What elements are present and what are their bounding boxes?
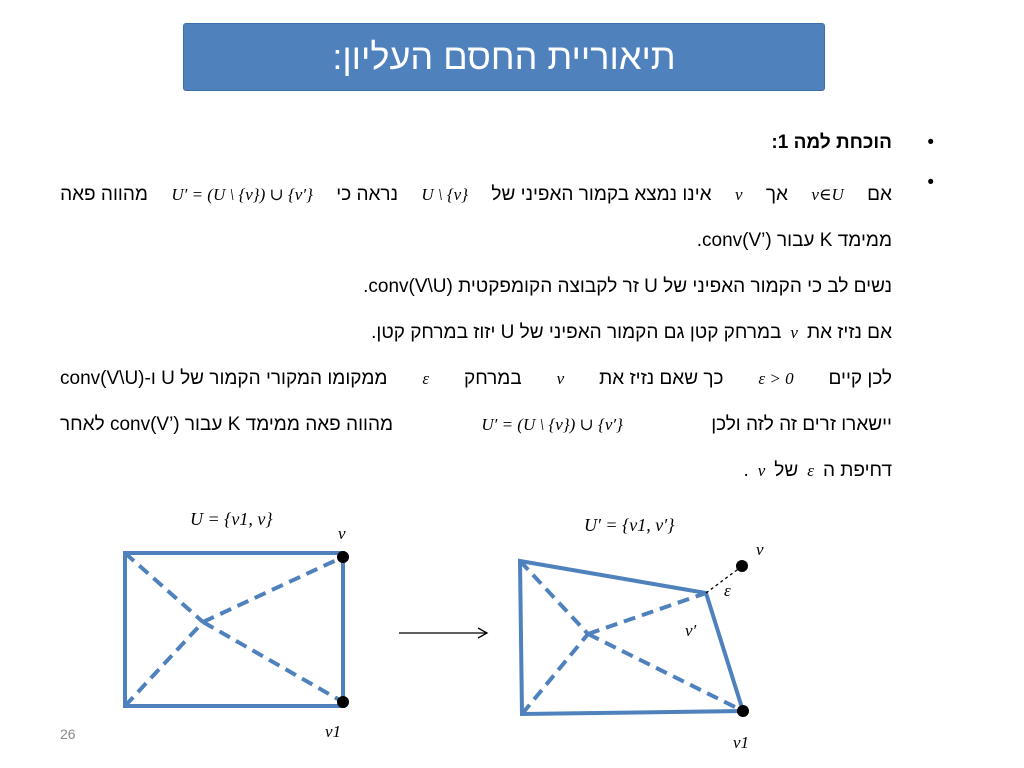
left-set-label: U = {v1, v} xyxy=(190,509,273,529)
left-label-v1: v1 xyxy=(325,722,342,741)
right-label-vprime: v′ xyxy=(685,621,697,640)
math-v: v xyxy=(734,185,743,204)
left-diagonal-dashed xyxy=(203,557,343,622)
page-number: 26 xyxy=(60,726,76,742)
right-polytope xyxy=(520,561,743,714)
math-v: v xyxy=(757,461,766,480)
right-label-v1: v1 xyxy=(733,733,750,752)
left-diagonal-dashed xyxy=(203,622,343,702)
math-v: v xyxy=(556,369,565,388)
left-label-v: v xyxy=(338,524,346,543)
body-line-1: אם v∈U אך v אינו נמצא בקמור האפיני של U \ {v} נראה כי U′ = (U \ {v}) ∪ {v′} מהווה פאה xyxy=(60,184,892,205)
body-line-3: נשים לב כי הקמור האפיני של U זר לקבוצה הקומפקטית conv(V\U). xyxy=(363,276,892,297)
left-vertex-v1 xyxy=(337,696,349,708)
body-line-2: ממימד K עבור conv(V’). xyxy=(696,230,892,251)
math-v-in-U: v∈U xyxy=(811,185,844,204)
math-eps: ε xyxy=(422,369,430,388)
left-diagonal-dashed xyxy=(125,622,203,706)
bullet-icon: • xyxy=(927,172,934,193)
math-Uprime-def: U′ = (U \ {v}) ∪ {v′} xyxy=(171,185,313,204)
right-set-label: U′ = {v1, v′} xyxy=(584,515,675,535)
math-U-minus-v: U \ {v} xyxy=(421,185,469,204)
body-line-5: לכן קיים ε > 0 כך שאם נזיז את v במרחק ε ממקומו המקורי הקמור של U ו-conv(V\U) xyxy=(60,368,892,389)
right-diagonal-dashed xyxy=(522,634,588,714)
right-label-v: v xyxy=(756,540,764,559)
slide-title: תיאוריית החסם העליון: xyxy=(332,36,676,77)
math-eps-positive: ε > 0 xyxy=(758,369,794,388)
math-Uprime-def: U′ = (U \ {v}) ∪ {v′} xyxy=(481,415,623,434)
right-polygon-edges xyxy=(520,561,743,714)
bullet-icon: • xyxy=(927,132,934,153)
left-diagonal-dashed xyxy=(125,553,203,622)
transform-arrow xyxy=(399,628,487,638)
body-line-4: אם נזיז את v במרחק קטן גם הקמור האפיני של U יזוז במרחק קטן. xyxy=(371,322,892,343)
left-polytope xyxy=(125,553,343,706)
right-label-epsilon: ε xyxy=(724,581,731,600)
math-v: v xyxy=(790,323,798,342)
right-vertex-v xyxy=(736,560,748,572)
right-diagonal-dashed xyxy=(588,634,743,711)
body-line-7: דחיפת ה ε של v . xyxy=(743,460,892,481)
proof-heading: הוכחת למה 1: xyxy=(771,132,892,153)
body-line-6: יישארו זרים זה לזה ולכן U′ = (U \ {v}) ∪ {v′} מהווה פאה ממימד K עבור conv(V’) לאחר xyxy=(60,414,892,435)
math-eps: ε xyxy=(807,461,814,480)
left-vertex-v xyxy=(337,551,349,563)
right-vertex-v1 xyxy=(737,705,749,717)
